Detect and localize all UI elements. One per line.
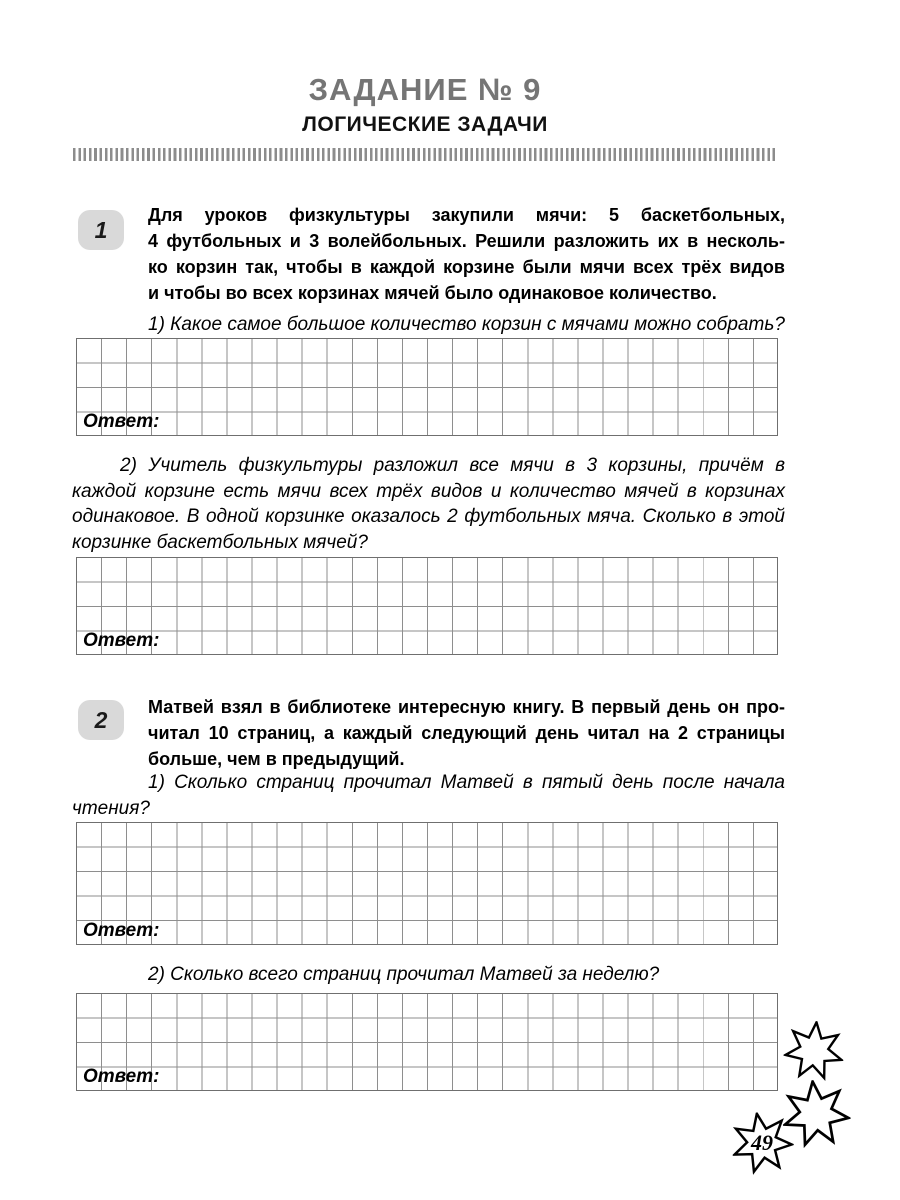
answer-label: Ответ: bbox=[83, 411, 160, 432]
answer-grid-3 bbox=[76, 822, 778, 945]
statement-line: Для уроков физкультуры закупили мячи: 5 баскетбольных, bbox=[148, 205, 785, 225]
problem-1-question-1 bbox=[72, 312, 785, 338]
page-subtitle: ЛОГИЧЕСКИЕ ЗАДАЧИ bbox=[302, 113, 548, 136]
problem-1-statement bbox=[148, 202, 785, 306]
question-line: 1) Сколько страниц прочитал Матвей в пятый день после начала bbox=[148, 772, 785, 793]
problem-1-question-2 bbox=[72, 453, 785, 555]
problem-2-statement bbox=[148, 694, 785, 772]
answer-grid-4 bbox=[76, 993, 778, 1091]
page-number: 49 bbox=[751, 1130, 773, 1155]
question-line: одинаковое. В одной корзинке оказалось 2 футбольных мяча. Сколько в этой bbox=[72, 506, 785, 527]
question-line: 1) Какое самое большое количество корзин с мячами можно собрать? bbox=[148, 314, 785, 335]
statement-line: Матвей взял в библиотеке интересную книгу. В первый день он про- bbox=[148, 697, 785, 717]
answer-label: Ответ: bbox=[83, 630, 160, 651]
decorative-stripe-bar bbox=[73, 148, 777, 161]
question-line: 2) Сколько всего страниц прочитал Матвей за неделю? bbox=[148, 964, 660, 985]
problem-2-number-badge: 2 bbox=[78, 700, 124, 740]
answer-grid-2 bbox=[76, 557, 778, 655]
page-title: ЗАДАНИЕ № 9 bbox=[308, 72, 542, 107]
statement-line: 4 футбольных и 3 волейбольных. Решили разложить их в несколь- bbox=[148, 231, 785, 251]
answer-label: Ответ: bbox=[83, 1066, 160, 1087]
problem-1-number-badge: 1 bbox=[78, 210, 124, 250]
star-icon bbox=[781, 1018, 846, 1083]
question-line: каждой корзине есть мячи всех трёх видов и количество мячей в корзинах bbox=[72, 480, 785, 502]
statement-line: больше, чем в предыдущий. bbox=[148, 749, 405, 769]
statement-line: читал 10 страниц, а каждый следующий день читал на 2 страницы bbox=[148, 723, 785, 743]
question-line: корзинке баскетбольных мячей? bbox=[72, 531, 368, 553]
question-line: 2) Учитель физкультуры разложил все мячи в 3 корзины, причём в bbox=[120, 455, 785, 476]
statement-line: ко корзин так, чтобы в каждой корзине были мячи всех трёх видов bbox=[148, 257, 785, 277]
answer-label: Ответ: bbox=[83, 919, 160, 941]
problem-2-question-1 bbox=[72, 770, 785, 822]
answer-grid-1 bbox=[76, 338, 778, 436]
problem-2-question-2 bbox=[72, 962, 785, 988]
statement-line: и чтобы во всех корзинах мячей было одинаковое количество. bbox=[148, 283, 717, 303]
page-number-star-icon bbox=[726, 1107, 798, 1179]
question-line: чтения? bbox=[72, 798, 150, 819]
